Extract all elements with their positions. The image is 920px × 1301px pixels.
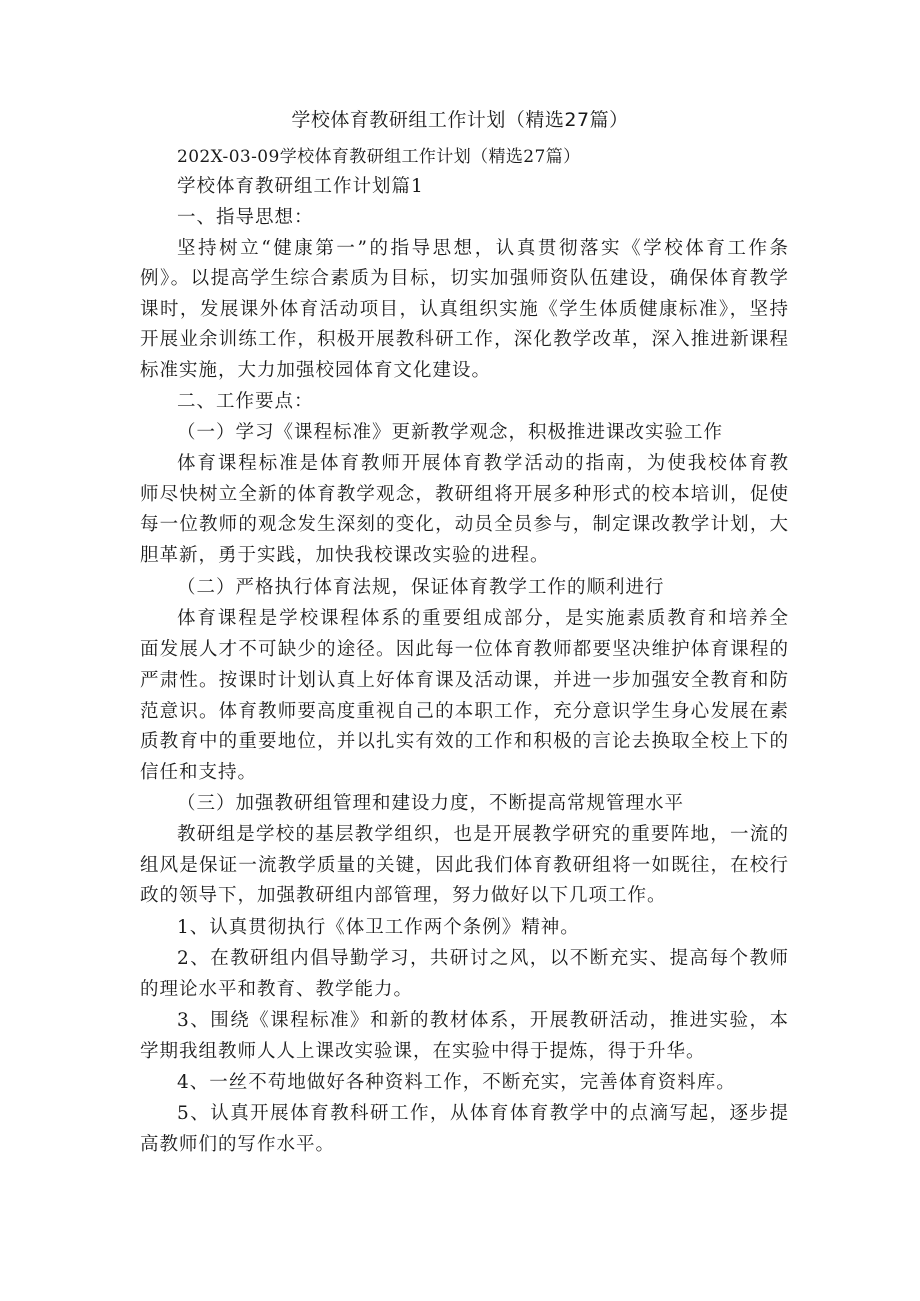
paragraph-line: 学校体育教研组工作计划篇1	[177, 176, 424, 197]
paragraph-line: 信任和支持。	[140, 762, 258, 783]
paragraph-line: 课时，发展课外体育活动项目，认真组织实施《学生体质健康标准》，坚持	[140, 299, 788, 320]
paragraph-line: 标准实施，大力加强校园体育文化建设。	[140, 360, 492, 381]
paragraph-line: 例》。以提高学生综合素质为目标，切实加强师资队伍建设，确保体育教学	[140, 268, 788, 289]
paragraph-line: 5、认真开展体育教科研工作，从体育体育教学中的点滴写起，逐步提	[177, 1103, 788, 1124]
paragraph-line: （一）学习《课程标准》更新教学观念，积极推进课改实验工作	[177, 422, 724, 443]
paragraph-line: 面发展人才不可缺少的途径。因此每一位体育教师都要坚决维护体育课程的	[140, 639, 788, 660]
paragraph-line: 2、在教研组内倡导勤学习，共研讨之风，以不断充实、提高每个教师	[177, 948, 788, 969]
paragraph-line: 胆革新，勇于实践，加快我校课改实验的进程。	[140, 545, 550, 566]
paragraph-line: 一、指导思想：	[177, 207, 314, 228]
paragraph-line: 每一位教师的观念发生深刻的变化，动员全员参与，制定课改教学计划，大	[140, 514, 788, 535]
paragraph-line: 的理论水平和教育、教学能力。	[140, 979, 414, 1000]
paragraph-line: 1、认真贯彻执行《体卫工作两个条例》精神。	[177, 917, 580, 938]
paragraph-line: 体育课程是学校课程体系的重要组成部分，是实施素质教育和培养全	[177, 608, 788, 629]
document-title: 学校体育教研组工作计划（精选27篇）	[291, 109, 629, 131]
paragraph-line: 质教育中的重要地位，并以扎实有效的工作和积极的言论去换取全校上下的	[140, 731, 788, 752]
paragraph-line: 政的领导下，加强教研组内部管理，努力做好以下几项工作。	[140, 885, 667, 906]
paragraph-line: 学期我组教师人人上课改实验课，在实验中得于提炼，得于升华。	[140, 1041, 706, 1062]
paragraph-line: 师尽快树立全新的体育教学观念，教研组将开展多种形式的校本培训，促使	[140, 484, 788, 505]
paragraph-line: 范意识。体育教师要高度重视自己的本职工作，充分意识学生身心发展在素	[140, 701, 788, 722]
paragraph-line: （二）严格执行体育法规，保证体育教学工作的顺利进行	[177, 577, 665, 598]
paragraph-line: 二、工作要点：	[177, 391, 314, 412]
paragraph-line: 组风是保证一流教学质量的关键，因此我们体育教研组将一如既往，在校行	[140, 855, 788, 876]
paragraph-line: 开展业余训练工作，积极开展教科研工作，深化教学改革，深入推进新课程	[140, 329, 788, 350]
paragraph-line: 4、一丝不苟地做好各种资料工作，不断充实，完善体育资料库。	[177, 1072, 736, 1093]
paragraph-line: 教研组是学校的基层教学组织，也是开展教学研究的重要阵地，一流的	[177, 824, 788, 845]
paragraph-line: 严肃性。按课时计划认真上好体育课及活动课，并进一步加强安全教育和防	[140, 670, 788, 691]
paragraph-line: 坚持树立“健康第一”的指导思想，认真贯彻落实《学校体育工作条	[177, 238, 788, 259]
paragraph-line: （三）加强教研组管理和建设力度，不断提高常规管理水平	[177, 793, 685, 814]
document-date-line: 202X-03-09学校体育教研组工作计划（精选27篇）	[177, 147, 581, 167]
paragraph-line: 3、围绕《课程标准》和新的教材体系，开展教研活动，推进实验，本	[177, 1010, 788, 1031]
paragraph-line: 高教师们的写作水平。	[140, 1134, 336, 1155]
paragraph-line: 体育课程标准是体育教师开展体育教学活动的指南，为使我校体育教	[177, 453, 788, 474]
